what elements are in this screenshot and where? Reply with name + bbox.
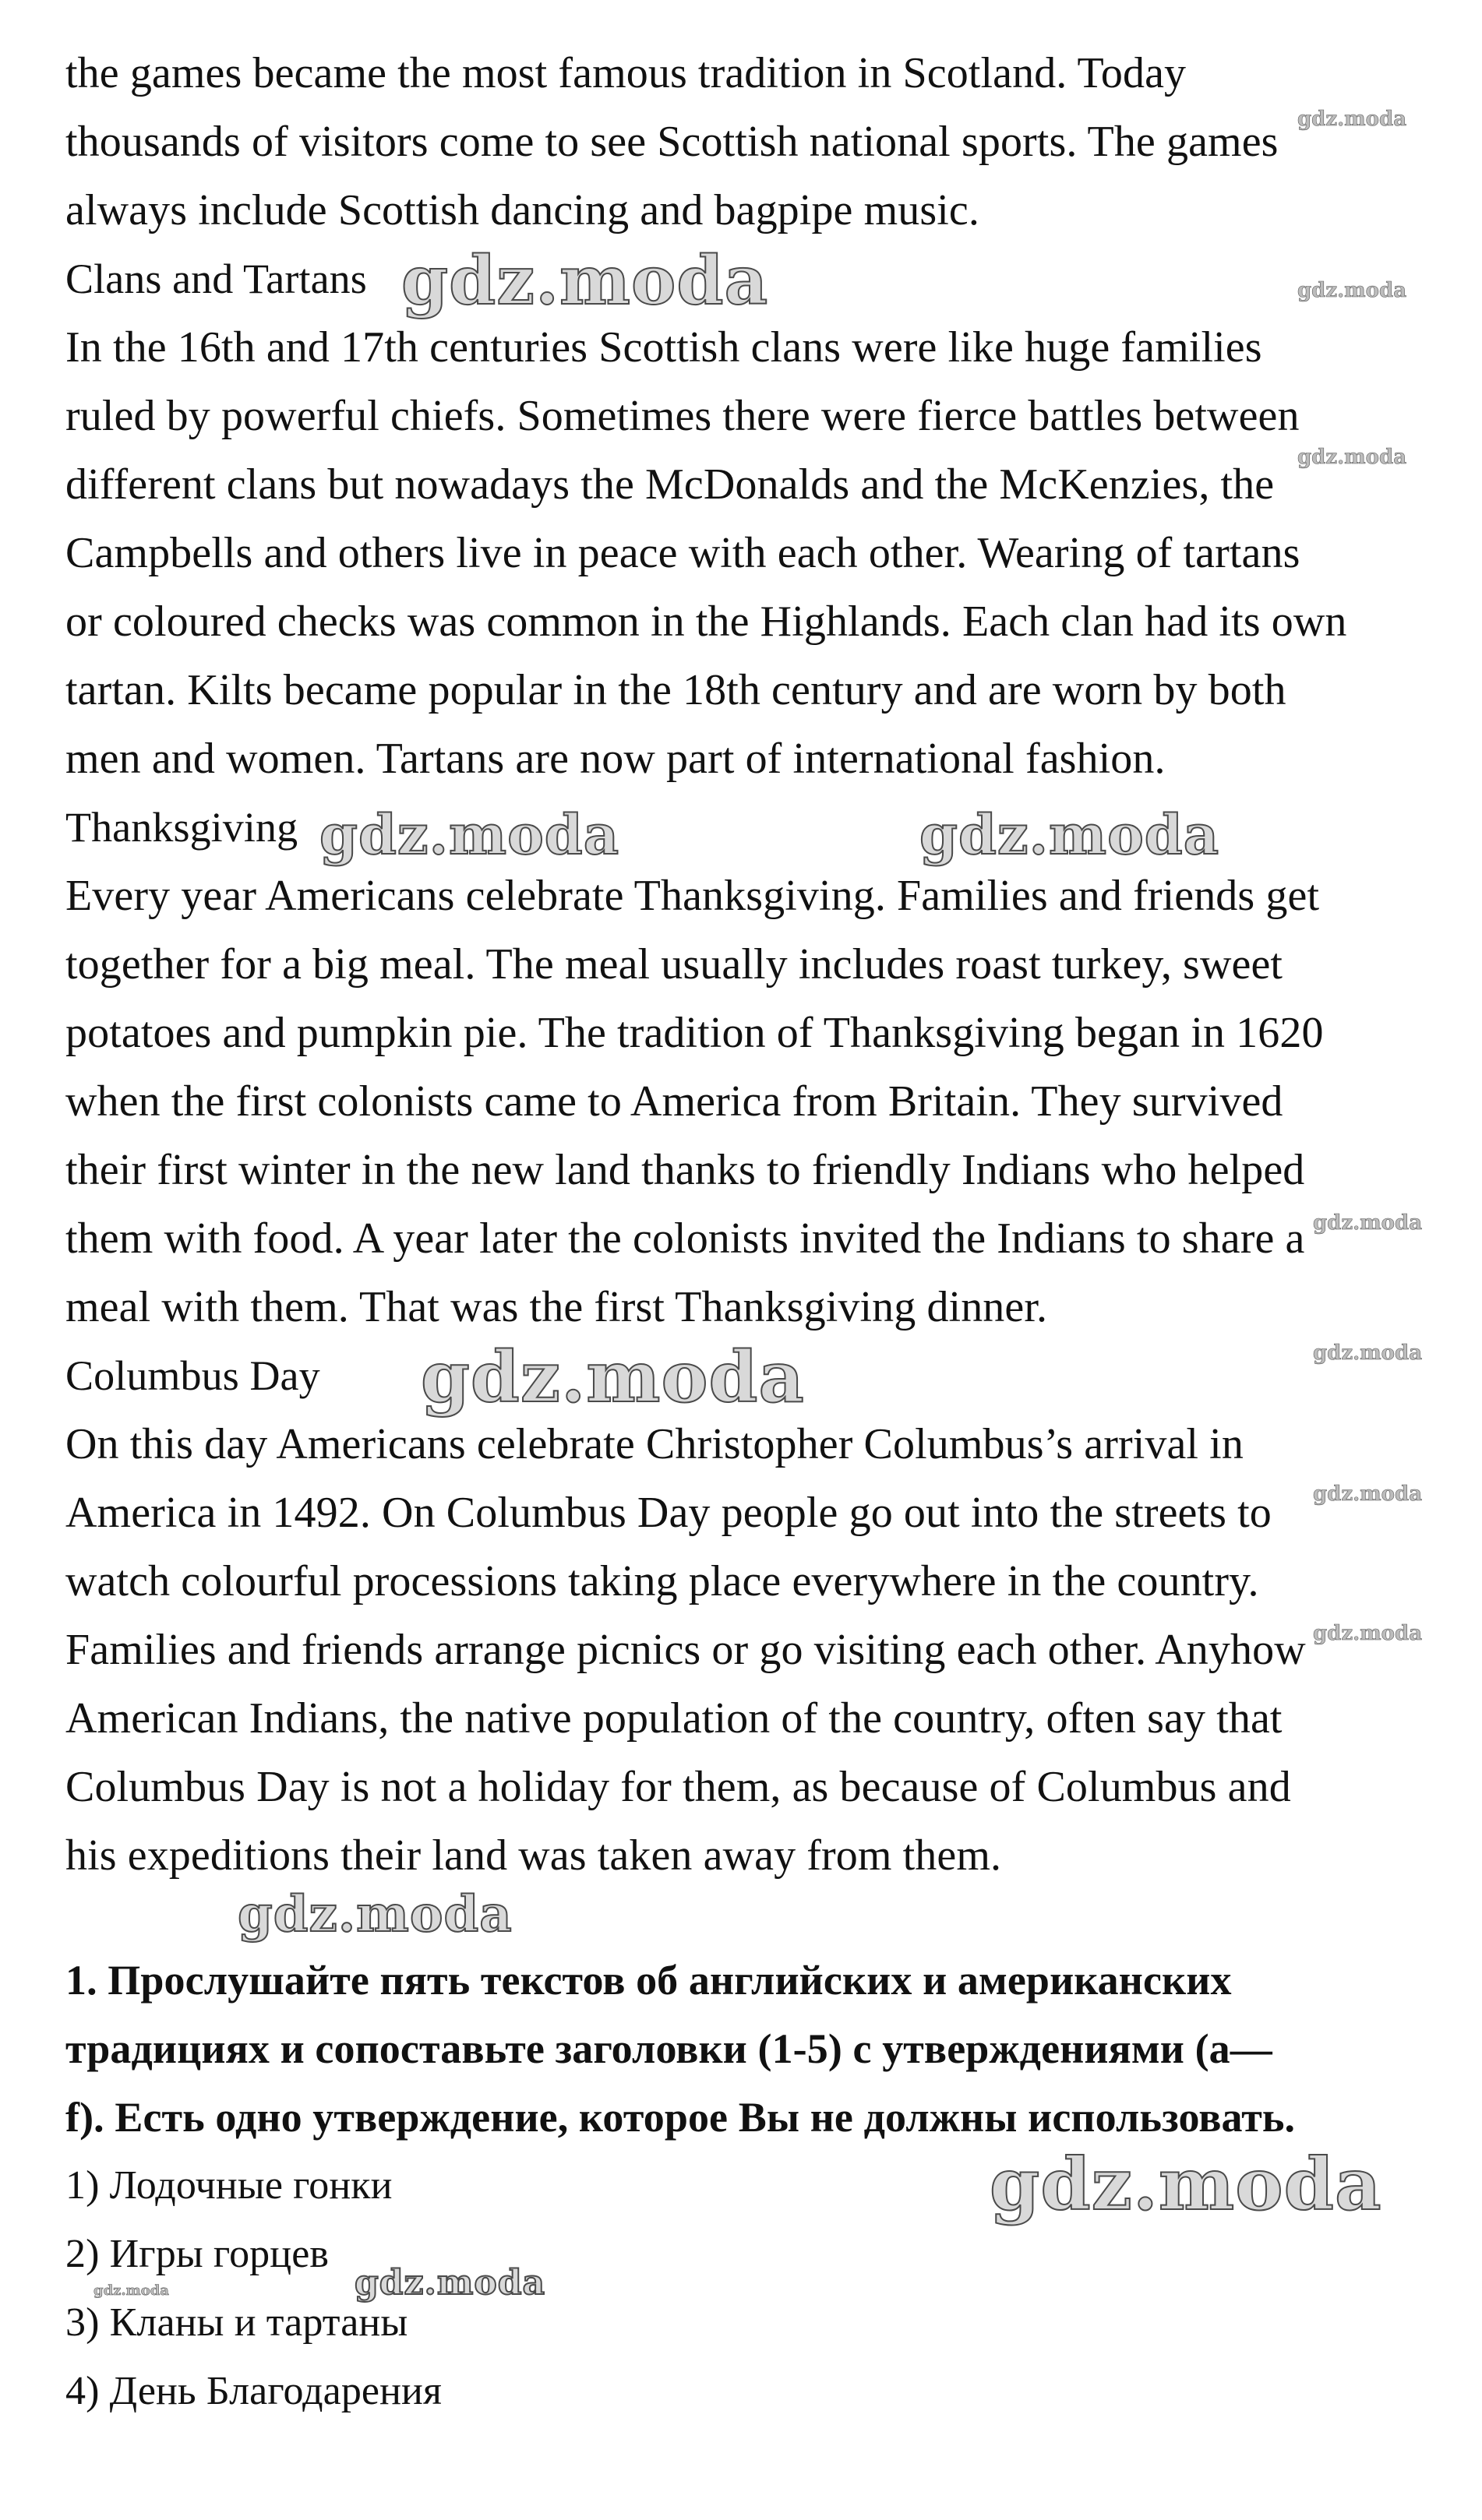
option-item: 2) Игры горцев <box>65 2232 330 2276</box>
section-heading-columbus: Columbus Day <box>65 1352 320 1399</box>
watermark: gdz.moda <box>401 241 769 320</box>
text-line: Columbus Day is not a holiday for them, as because of Columbus and <box>65 1763 1291 1811</box>
watermark: gdz.moda <box>990 2142 1382 2226</box>
watermark: gdz.moda <box>238 1885 513 1944</box>
text-line: different clans but nowadays the McDonalds and the McKenzies, the <box>65 460 1275 509</box>
watermark: gdz.moda <box>1297 446 1407 469</box>
watermark: gdz.moda <box>1297 107 1407 131</box>
watermark: gdz.moda <box>1313 1211 1423 1235</box>
text-line: American Indians, the native population of the country, often say that <box>65 1694 1283 1743</box>
text-line: them with food. A year later the colonists invited the Indians to share a <box>65 1214 1305 1263</box>
text-line: Campbells and others live in peace with each other. Wearing of tartans <box>65 529 1300 577</box>
text-line: Every year Americans celebrate Thanksgiving. Families and friends get <box>65 872 1320 920</box>
watermark: gdz.moda <box>94 2282 169 2299</box>
watermark: gdz.moda <box>1313 1482 1423 1506</box>
text-line: tartan. Kilts became popular in the 18th century and are worn by both <box>65 666 1286 714</box>
text-line: or coloured checks was common in the Highlands. Each clan had its own <box>65 597 1347 646</box>
text-line: Families and friends arrange picnics or go visiting each other. Anyhow <box>65 1626 1306 1674</box>
watermark: gdz.moda <box>355 2263 546 2303</box>
task-instruction: f). Есть одно утверждение, которое Вы не должны использовать. <box>65 2094 1296 2141</box>
text-line: America in 1492. On Columbus Day people go out into the streets to <box>65 1489 1272 1537</box>
text-line: the games became the most famous tradition in Scotland. Today <box>65 49 1187 97</box>
task-instruction: 1. Прослушайте пять текстов об английских и американских <box>65 1957 1232 2004</box>
option-item: 1) Лодочные гонки <box>65 2163 393 2208</box>
watermark: gdz.moda <box>1313 1622 1423 1645</box>
text-line: their first winter in the new land thanks to friendly Indians who helped <box>65 1146 1305 1194</box>
option-item: 4) День Благодарения <box>65 2369 442 2413</box>
text-line: together for a big meal. The meal usually includes roast turkey, sweet <box>65 940 1283 989</box>
text-line: ruled by powerful chiefs. Sometimes there were fierce battles between <box>65 392 1300 440</box>
section-heading-clans: Clans and Tartans <box>65 256 367 302</box>
watermark: gdz.moda <box>919 802 1220 867</box>
watermark: gdz.moda <box>1313 1341 1423 1365</box>
watermark: gdz.moda <box>1297 279 1407 302</box>
text-line: when the first colonists came to America from Britain. They survived <box>65 1077 1283 1126</box>
text-line: thousands of visitors come to see Scottish national sports. The games <box>65 118 1279 166</box>
text-line: always include Scottish dancing and bagpipe music. <box>65 186 979 234</box>
option-item: 3) Кланы и тартаны <box>65 2300 408 2345</box>
section-heading-thanksgiving: Thanksgiving <box>65 804 298 851</box>
text-line: men and women. Tartans are now part of international fashion. <box>65 735 1166 783</box>
text-line: meal with them. That was the first Thanksgiving dinner. <box>65 1283 1048 1331</box>
text-line: watch colourful processions taking place everywhere in the country. <box>65 1557 1259 1605</box>
text-line: On this day Americans celebrate Christopher Columbus’s arrival in <box>65 1420 1244 1468</box>
text-line: In the 16th and 17th centuries Scottish clans were like huge families <box>65 323 1262 372</box>
watermark: gdz.moda <box>319 802 620 867</box>
task-instruction: традициях и сопоставьте заголовки (1-5) с утверждениями (a— <box>65 2025 1272 2072</box>
watermark: gdz.moda <box>421 1336 805 1419</box>
text-line: potatoes and pumpkin pie. The tradition of Thanksgiving began in 1620 <box>65 1009 1324 1057</box>
text-line: his expeditions their land was taken away from them. <box>65 1831 1002 1880</box>
